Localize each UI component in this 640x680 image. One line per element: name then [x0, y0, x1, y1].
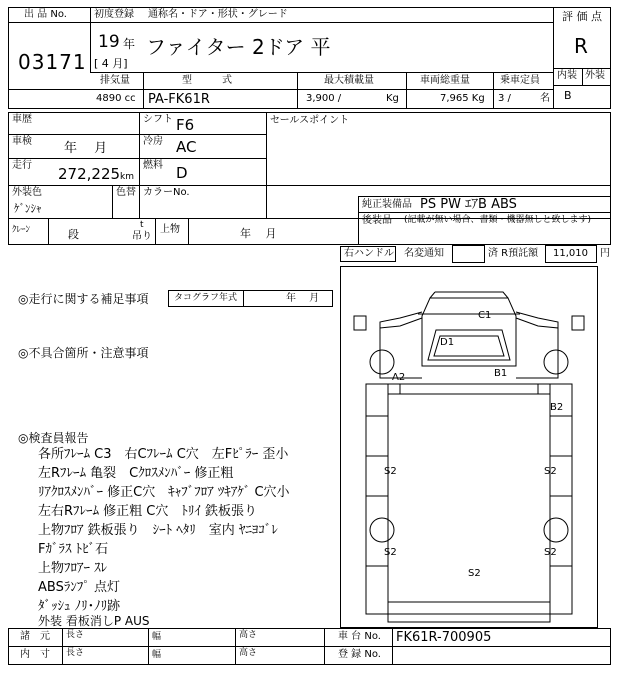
exterior-color-value: ｹﾞﾝｼｬ [14, 202, 42, 215]
aftermarket-note: (記載が無い場合、書類・機器無しと致します) [404, 215, 592, 225]
fuel-value: D [176, 164, 188, 182]
exterior-label: 外装 [585, 70, 605, 81]
damage-mark-c1: C1 [478, 310, 492, 321]
inner-width-label: 幅 [152, 650, 162, 660]
report-line: 左Rﾌﾚｰﾑ 亀裂 Cｸﾛｽﾒﾝﾊﾞｰ 修正粗 [38, 466, 234, 481]
exterior-color-label: 外装色 [12, 187, 42, 198]
cargo-bed [388, 384, 550, 614]
inspection-value: 年 月 [64, 141, 108, 156]
deck-date: 年 月 [240, 227, 277, 240]
capacity-unit: 名 [540, 93, 550, 104]
registration-month: [ 4 月] [94, 57, 128, 70]
report-line: 外装 看板消しP AUS [38, 614, 150, 628]
vehicle-name: ファイター 2ドア 平 [146, 35, 331, 59]
inner-height-label: 高さ [239, 648, 258, 658]
max-load-label: 最大積載量 [324, 75, 374, 86]
rear-left-wheel [370, 518, 394, 542]
cab-left-side [380, 318, 422, 378]
report-line: 左右Rﾌﾚｰﾑ 修正粗 C穴 ﾄﾘｲ 鉄板張り [38, 504, 258, 519]
report-line: 上物ﾌﾛｱｰ ｽﾚ [38, 561, 108, 576]
gross-weight-label: 車両総重量 [420, 75, 470, 86]
report-line: 各所ﾌﾚｰﾑ C3 右Cﾌﾚｰﾑ C穴 左Fﾋﾟﾗｰ 歪小 [38, 447, 289, 462]
capacity-value: 3 / [498, 93, 511, 104]
lot-number-label: 出 品 No. [24, 9, 67, 20]
recycle-label: 済 R預託額 [488, 248, 539, 259]
deck-label: 上物 [160, 224, 180, 235]
aftermarket-label: 後装品 [362, 215, 392, 226]
shift-label: シフト [143, 114, 173, 125]
sales-point-label: セールスポイント [270, 115, 350, 126]
dims-length-label: 長さ [66, 630, 85, 640]
chassis-number: FK61R-700905 [396, 630, 492, 645]
mileage-value: 272,225 [58, 165, 121, 183]
right-hand-drive: 右ハンドル [344, 248, 394, 259]
interior-grade: B [564, 89, 572, 102]
crane-label: ｸﾚｰﾝ [12, 225, 31, 235]
chassis-label: 車 台 No. [338, 631, 381, 642]
left-gate [366, 384, 388, 614]
max-load-value: 3,900 / [306, 93, 342, 104]
left-mirror [354, 316, 366, 330]
first-registration-label: 初度登録 [94, 9, 134, 20]
crane-hang: 吊り [132, 231, 152, 242]
report-line: 上物ﾌﾛｱ 鉄板張り ｼｰﾄ ﾍﾀﾘ 室内 ﾔﾆﾖｺﾞﾚ [38, 523, 278, 538]
damage-mark-s2-left: S2 [384, 466, 397, 477]
mileage-label: 走行 [12, 160, 32, 171]
color-number-label: カラーNo. [143, 187, 190, 198]
dims-height-label: 高さ [239, 630, 258, 640]
report-line: ﾘｱｸﾛｽﾒﾝﾊﾞｰ 修正C穴 ｷｬﾌﾞﾌﾛｱ ﾂｷｱｹﾞ C穴小 [38, 485, 290, 500]
displacement-value: 4890 cc [96, 93, 136, 104]
cab-right-side [516, 318, 558, 378]
displacement-label: 排気量 [100, 75, 130, 86]
lot-number: 03171 [18, 50, 87, 74]
vehicle-name-label: 通称名・ドア・形状・グレード [148, 9, 288, 20]
aircon-label: 冷房 [143, 136, 163, 147]
driving-notes-title: ◎走行に関する補足事項 [18, 292, 149, 306]
max-load-unit: Kg [386, 93, 399, 104]
yen-unit: 円 [600, 248, 610, 259]
aircon-value: AC [176, 138, 197, 156]
registration-year: 19 [98, 32, 120, 52]
tachograph-value: 年 月 [286, 293, 320, 304]
history-label: 車歴 [12, 114, 32, 125]
inner-dimensions-label: 内 寸 [20, 649, 50, 660]
recycle-amount: 11,010 [553, 248, 588, 259]
damage-mark-d1: D1 [440, 337, 455, 348]
grade-label: 評 価 点 [562, 10, 602, 23]
name-change-label: 名変通知 [404, 248, 444, 259]
dimensions-label: 諸 元 [20, 631, 50, 642]
damage-mark-s2-right: S2 [544, 466, 557, 477]
inspection-label: 車検 [12, 136, 32, 147]
registration-number-label: 登 録 No. [338, 649, 381, 660]
mileage-unit: km [120, 172, 134, 182]
damage-mark-s2-rear-right: S2 [544, 547, 557, 558]
color-change-label: 色替 [116, 187, 136, 198]
inner-length-label: 長さ [66, 648, 85, 658]
damage-mark-s2-rear-left: S2 [384, 547, 397, 558]
model-value: PA-FK61R [148, 92, 210, 107]
inspector-report-title: ◎検査員報告 [18, 431, 89, 445]
capacity-label: 乗車定員 [500, 75, 540, 86]
right-mirror [572, 316, 584, 330]
interior-label: 内装 [557, 70, 577, 81]
equipment-label: 純正装備品 [362, 199, 412, 210]
equipment-value: PS PW ｴｱB ABS [420, 197, 517, 212]
report-line: ABSﾗﾝﾌﾟ 点灯 [38, 580, 120, 595]
overall-grade: R [574, 34, 588, 58]
report-line: ﾀﾞｯｼｭ ﾉﾘ･ﾉﾘ跡 [38, 599, 121, 614]
crane-stage: 段 [68, 228, 79, 241]
damage-mark-b1: B1 [494, 368, 508, 379]
crane-tonnage-unit: t [140, 220, 144, 230]
model-label: 型 式 [182, 75, 232, 86]
fuel-label: 燃料 [143, 160, 163, 171]
gross-weight-value: 7,965 Kg [440, 93, 485, 104]
truck-damage-diagram [340, 266, 598, 628]
report-line: Fｶﾞﾗｽ ﾄﾋﾞ石 [38, 542, 109, 557]
tachograph-label: タコグラフ年式 [174, 293, 238, 303]
registration-year-unit: 年 [123, 37, 136, 51]
shift-value: F6 [176, 116, 195, 134]
damage-mark-a2: A2 [392, 372, 406, 383]
front-left-wheel [370, 350, 394, 374]
name-change-checkbox [452, 245, 485, 263]
right-gate [550, 384, 572, 614]
defects-title: ◎不具合箇所・注意事項 [18, 346, 149, 360]
front-right-wheel [544, 350, 568, 374]
rear-right-wheel [544, 518, 568, 542]
damage-mark-s2-rear: S2 [468, 568, 481, 579]
damage-mark-b2: B2 [550, 402, 564, 413]
dims-width-label: 幅 [152, 632, 162, 642]
